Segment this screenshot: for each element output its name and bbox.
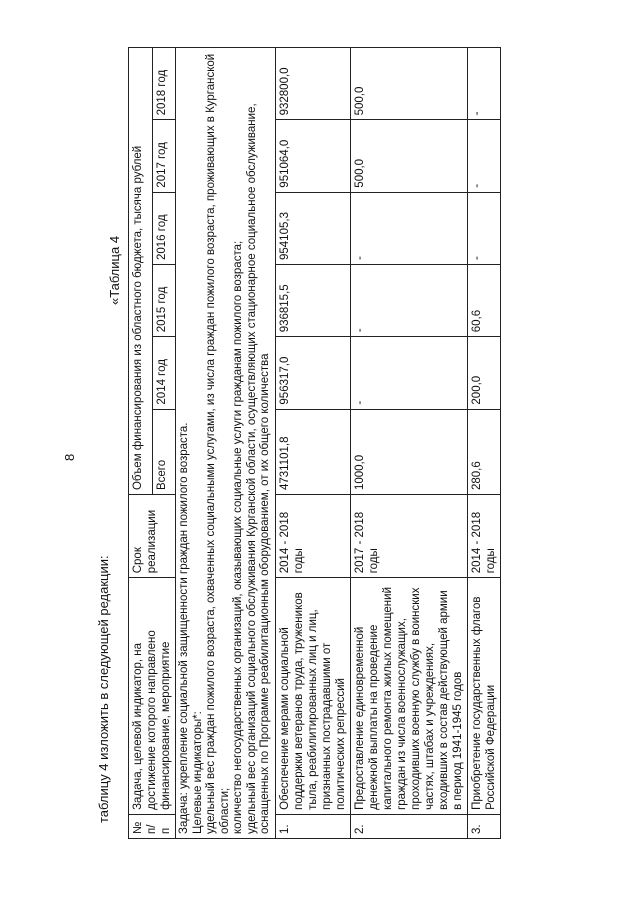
header-2018: 2018 год	[152, 48, 176, 120]
header-2016: 2016 год	[152, 192, 176, 264]
row-2017: -	[467, 120, 500, 192]
row-2018: -	[467, 48, 500, 120]
row-2014: -	[350, 337, 467, 409]
row-2016: -	[350, 192, 467, 264]
row-2017: 951064,0	[275, 120, 350, 192]
goal-block	[176, 48, 276, 839]
row-task: Предоставление единовременной денежной выплаты на проведение капитального ремонта жилых помещений граждан из числа военнослужащих, проходивших военную службу в воинских частях, штабах и учреждениях, входивших в состав действующей армии в период 1941-1945 годов	[350, 578, 467, 815]
row-2018: 500,0	[350, 48, 467, 120]
row-term: 2014 - 2018 годы	[467, 495, 500, 578]
header-2017: 2017 год	[152, 120, 176, 192]
row-term: 2017 - 2018 годы	[350, 495, 467, 578]
row-2016: 954105,3	[275, 192, 350, 264]
table-row	[350, 48, 467, 839]
goal-indicator-1: удельный вес граждан пожилого возраста, охваченных социальными услугами, из числа граждан пожилого возраста, проживающих в Курганской области;	[205, 53, 231, 834]
page-number: 8	[62, 453, 77, 461]
row-task: Приобретение государственных флагов Российской Федерации	[467, 578, 500, 815]
header-num: № п/п	[129, 814, 176, 838]
header-task: Задача, целевой индикатор, на достижение которого направлено финансирование, мероприятие	[129, 578, 176, 815]
table-row	[275, 48, 350, 839]
funding-table	[128, 47, 501, 839]
row-num: 1.	[275, 814, 350, 838]
row-num: 2.	[350, 814, 467, 838]
row-task: Обеспечение мерами социальной поддержки ветеранов труда, тружеников тыла, реабилитированных лиц и лиц, признанных пострадавшими от политических репрессий	[275, 578, 350, 815]
row-2018: 932800,0	[275, 48, 350, 120]
row-2015: 936815,5	[275, 265, 350, 337]
table-caption: «Таблица 4	[107, 235, 122, 305]
header-term: Срок реализации	[129, 495, 176, 578]
row-num: 3.	[467, 814, 500, 838]
header-2014: 2014 год	[152, 337, 176, 409]
header-row-1	[129, 48, 153, 839]
table-row	[467, 48, 500, 839]
row-2014: 200,0	[467, 337, 500, 409]
goal-indicators-label: Целевые индикаторы*:	[191, 711, 204, 834]
goal-row	[176, 48, 276, 839]
row-2016: -	[467, 192, 500, 264]
intro-text: таблицу 4 изложить в следующей редакции:	[96, 555, 111, 823]
row-term: 2014 - 2018 годы	[275, 495, 350, 578]
row-2017: 500,0	[350, 120, 467, 192]
goal-task: Задача: укрепление социальной защищенности граждан пожилого возраста.	[178, 422, 190, 834]
header-funding-group: Объем финансирования из областного бюджета, тысяча рублей	[129, 48, 153, 495]
row-total: 1000,0	[350, 409, 467, 494]
goal-indicator-2: количество негосударственных организаций, оказывающих социальные услуги гражданам пожилого возраста;	[232, 240, 244, 834]
row-2015: 60,6	[467, 265, 500, 337]
row-total: 4731101,8	[275, 409, 350, 494]
header-total: Всего	[152, 409, 176, 494]
header-2015: 2015 год	[152, 265, 176, 337]
goal-indicator-3: удельный вес организаций социального обслуживания Курганской области, осуществляющих стационарное социальное обслуживание, оснащенных по Программе реабилитационным оборудованием, от их общего количества	[245, 103, 271, 834]
row-total: 280,6	[467, 409, 500, 494]
row-2015: -	[350, 265, 467, 337]
row-2014: 956317,0	[275, 337, 350, 409]
